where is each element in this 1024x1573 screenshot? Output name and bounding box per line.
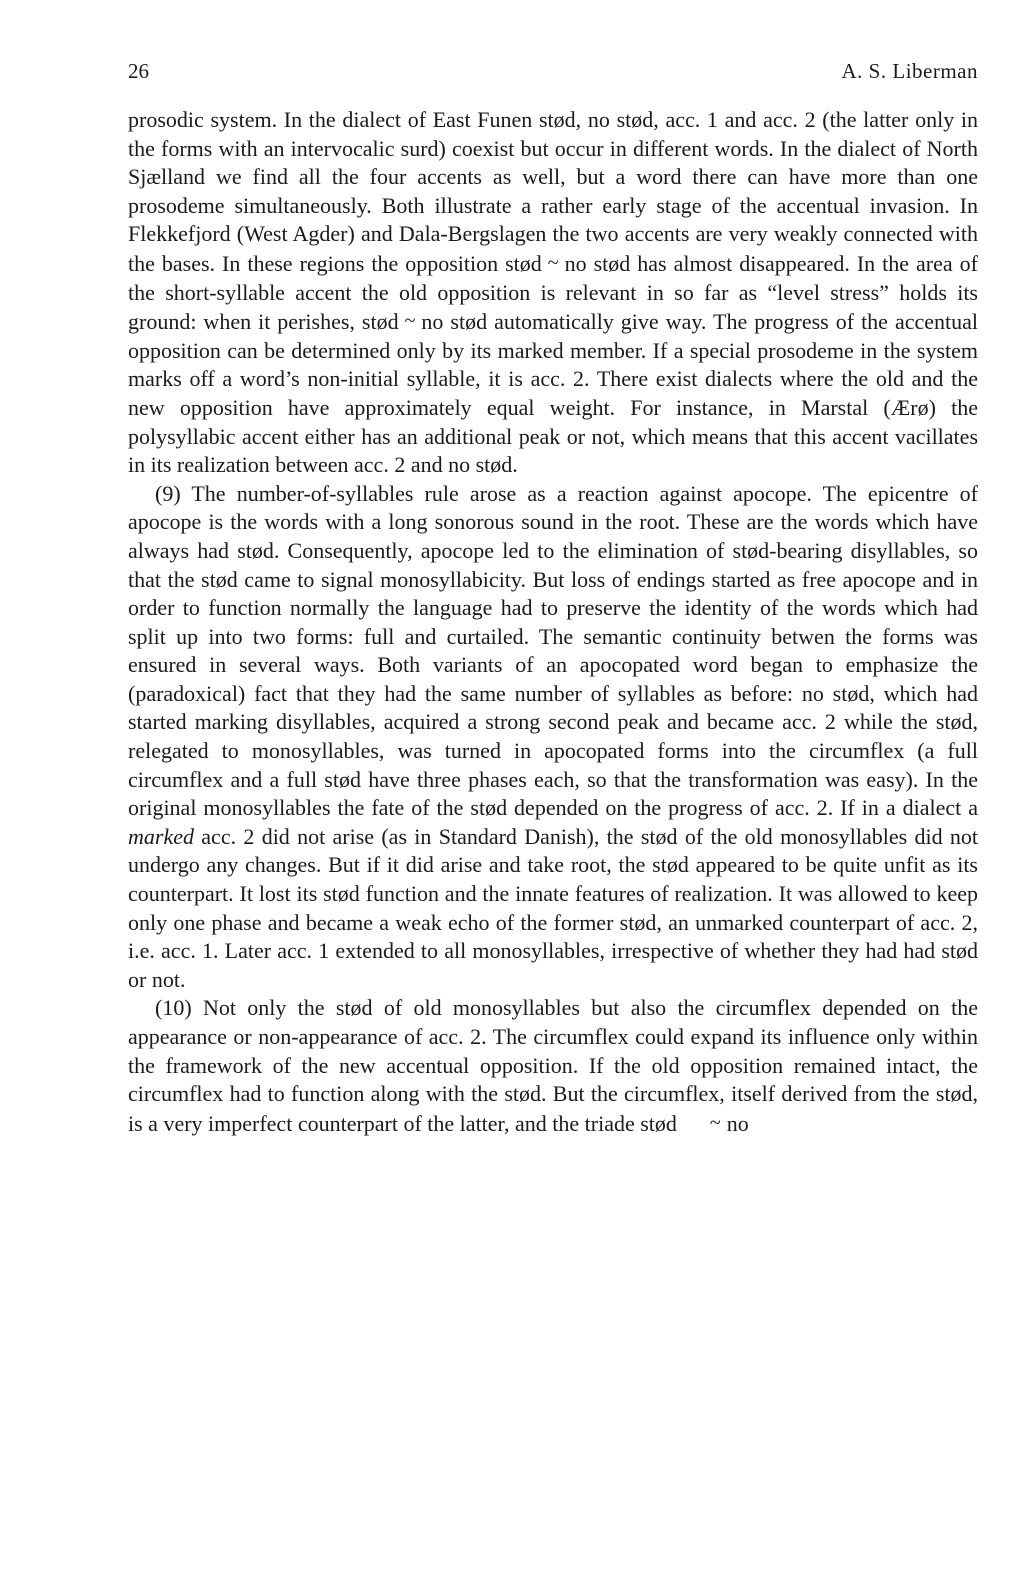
- document-page: [128, 58, 978, 1138]
- paragraph-3-text-a: (10) Not only the stød of old monosyllables but also the circumflex depended on the appearance or non-appearance of acc. 2. The circumflex could expand its influence only within the framework of the new accentual opposition. If the old opposition remained intact, the circumflex had to function along with the stød. But the circumflex, itself derived from the stød, is a very imperfect counterpart of the latter, and the triade stød: [128, 995, 978, 1136]
- paragraph-1: [128, 106, 978, 480]
- tilde-symbol: ~: [709, 1111, 721, 1134]
- paragraph-1-text-a: prosodic system. In the dialect of East Funen stød, no stød, acc. 1 and acc. 2 (the latter only in the forms with an intervocalic surd) coexist but occur in different words. In the dialect of North Sjælland we find all the four accents as well, but a word there can have more than one prosodeme simultaneously. Both illustrate a rather early stage of the accentual invasion. In Flekkefjord (West Agder) and Dala-Bergslagen the two accents are very weakly connected with the bases. In these regions the opposition stød: [128, 107, 978, 276]
- paragraph-1-text-b: no stød has almost disappeared. In the area of the short-syllable accent the old opposition is relevant in so far as “level stress” holds its ground: when it perishes, stød: [128, 250, 978, 335]
- paragraph-3-text-b: no: [726, 1110, 749, 1136]
- tilde-symbol: ~: [547, 251, 559, 274]
- page-number: 26: [128, 59, 149, 83]
- paragraph-2: [128, 480, 978, 995]
- italic-marked: marked: [128, 823, 194, 849]
- body-text: [128, 106, 978, 1138]
- paragraph-3: [128, 994, 978, 1138]
- paragraph-2-text-a: (9) The number-of-syllables rule arose as a reaction against apocope. The epicentre of apocope is the words with a long sonorous sound in the root. These are the words which have always had stød. Consequently, apocope led to the elimination of stød-bearing disyllables, so that the stød came to signal monosyllabicity. But loss of endings started as free apocope and in order to function normally the language had to preserve the identity of the words which had split up into two forms: full and curtailed. The semantic continuity betwen the forms was ensured in several ways. Both variants of an apocopated word began to emphasize the (paradoxical) fact that they had the same number of syllables as before: no stød, which had started marking disyllables, acquired a strong second peak and became acc. 2 while the stød, relegated to monosyllables, was turned in apocopated forms into the circumflex (a full circumflex and a full stød have three phases each, so that the transformation was easy). In the original monosyllables the fate of the stød depended on the progress of acc. 2. If in a dialect a: [128, 480, 978, 821]
- running-head-author: A. S. Liberman: [841, 59, 978, 83]
- tilde-symbol: ~: [404, 310, 416, 333]
- paragraph-2-text-b: acc. 2 did not arise (as in Standard Danish), the stød of the old monosyllables did not undergo any changes. But if it did arise and take root, the stød appeared to be quite unfit as its counterpart. It lost its stød function and the innate features of realization. It was allowed to keep only one phase and became a weak echo of the former stød, an unmarked counterpart of acc. 2, i.e. acc. 1. Later acc. 1 extended to all monosyllables, irrespective of whether they had had stød or not.: [128, 823, 978, 992]
- running-head: [128, 58, 978, 84]
- paragraph-1-text-c: no stød automatically give way. The progress of the accentual opposition can be determined only by its marked member. If a special prosodeme in the system marks off a word’s non-initial syllable, it is acc. 2. There exist dialects where the old and the new opposition have approximately equal weight. For instance, in Marstal (Ærø) the polysyllabic accent either has an additional peak or not, which means that this accent vacillates in its realization between acc. 2 and no stød.: [128, 309, 978, 478]
